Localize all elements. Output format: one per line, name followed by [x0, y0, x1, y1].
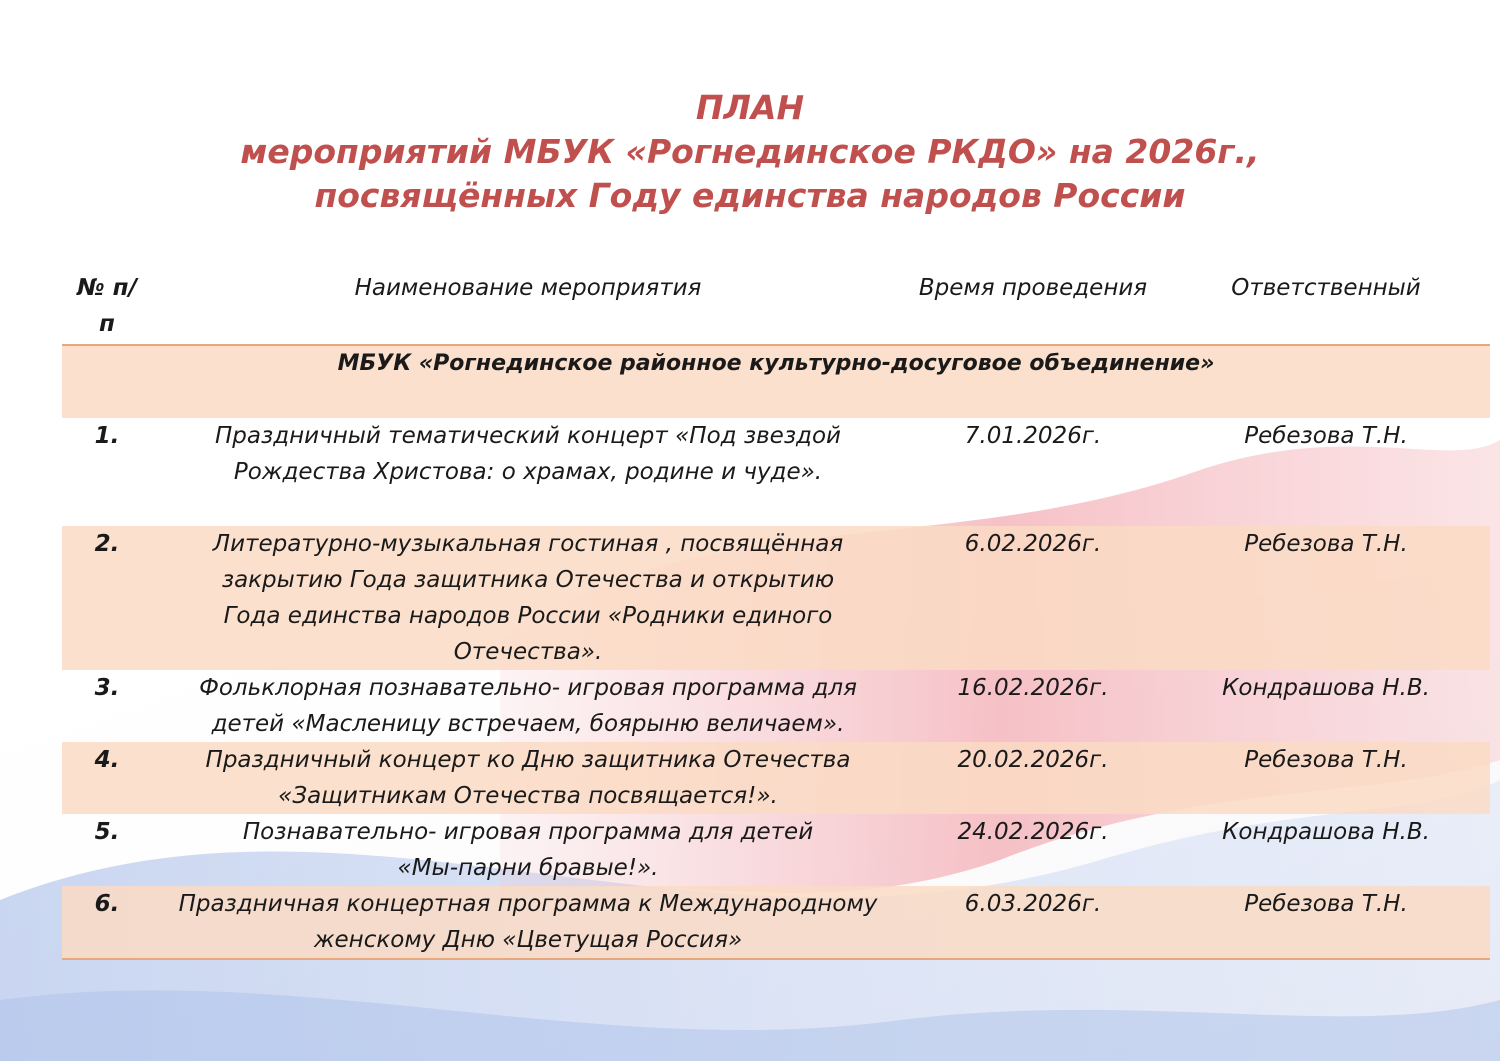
column-header-time: Время проведения [918, 275, 1148, 301]
row-number: 1. [94, 423, 120, 449]
event-date: 20.02.2026г. [904, 742, 1162, 814]
table-row [62, 670, 1490, 742]
event-name: Литературно-музыкальная гостиная , посвящённая закрытию Года защитника Отечества и открытию Года единства народов России «Родники единого Отечества». [152, 526, 904, 670]
organization-name: МБУК «Рогнединское районное культурно-досуговое объединение» [62, 345, 1490, 418]
title-line-dedication: посвящённых Году единства народов России [314, 176, 1186, 215]
table-header-row [62, 268, 1490, 345]
title-line-events: мероприятий МБУК «Рогнединское РКДО» на 2026г., [240, 132, 1260, 171]
event-date: 16.02.2026г. [957, 675, 1109, 701]
table-row [62, 814, 1490, 886]
column-header-number: № п/п [77, 275, 137, 337]
event-date: 6.02.2026г. [904, 526, 1162, 670]
document-title [0, 86, 1500, 218]
organization-row [62, 345, 1490, 418]
event-responsible: Ребезова Т.Н. [1162, 886, 1490, 959]
events-table [62, 268, 1490, 960]
event-responsible: Ребезова Т.Н. [1244, 423, 1408, 449]
table-row [62, 526, 1490, 670]
event-responsible: Ребезова Т.Н. [1162, 526, 1490, 670]
row-number: 3. [94, 675, 120, 701]
event-responsible: Ребезова Т.Н. [1162, 742, 1490, 814]
column-header-name: Наименование мероприятия [354, 275, 702, 301]
event-name: Праздничный концерт ко Дню защитника Отечества «Защитникам Отечества посвящается!». [152, 742, 904, 814]
event-responsible: Кондрашова Н.В. [1222, 675, 1430, 701]
event-name: Фольклорная познавательно- игровая программа для детей «Масленицу встречаем, боярыню величаем». [199, 675, 857, 737]
event-name: Праздничная концертная программа к Международному женскому Дню «Цветущая Россия» [152, 886, 904, 959]
row-number: 6. [62, 886, 152, 959]
table-row [62, 418, 1490, 526]
event-date: 7.01.2026г. [964, 423, 1102, 449]
row-number: 2. [62, 526, 152, 670]
row-number: 5. [94, 819, 120, 845]
event-name: Праздничный тематический концерт «Под звездой Рождества Христова: о храмах, родине и чуде». [215, 423, 841, 485]
event-name: Познавательно- игровая программа для детей «Мы-парни бравые!». [242, 819, 814, 881]
event-responsible: Кондрашова Н.В. [1222, 819, 1430, 845]
table-row [62, 742, 1490, 814]
event-date: 24.02.2026г. [957, 819, 1109, 845]
title-line-plan: ПЛАН [695, 88, 805, 127]
row-number: 4. [62, 742, 152, 814]
column-header-responsible: Ответственный [1231, 275, 1421, 301]
event-date: 6.03.2026г. [904, 886, 1162, 959]
table-row [62, 886, 1490, 959]
